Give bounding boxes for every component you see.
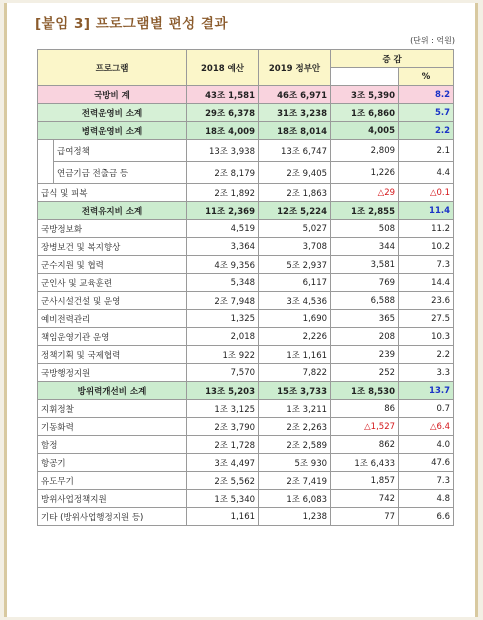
row-name: 책임운영기관 운영 — [38, 328, 187, 346]
cell-change: △1,527 — [331, 418, 399, 436]
row-name: 국방정보화 — [38, 220, 187, 238]
cell-pct: 7.3 — [399, 472, 454, 490]
cell-pct: 10.2 — [399, 238, 454, 256]
cell-2018: 13조 3,938 — [187, 140, 259, 162]
cell-2018: 18조 4,009 — [187, 122, 259, 140]
row-name: 유도무기 — [38, 472, 187, 490]
row-name: 함정 — [38, 436, 187, 454]
cell-pct: 0.7 — [399, 400, 454, 418]
cell-change: 508 — [331, 220, 399, 238]
cell-change: 1,226 — [331, 162, 399, 184]
table-row — [38, 346, 454, 364]
cell-2018: 11조 2,369 — [187, 202, 259, 220]
cell-change: 1조 6,860 — [331, 104, 399, 122]
cell-2019: 18조 8,014 — [259, 122, 331, 140]
cell-pct: 11.2 — [399, 220, 454, 238]
table-row — [38, 310, 454, 328]
header-2018-budget: 2018 예산 — [187, 50, 259, 86]
cell-2019: 5,027 — [259, 220, 331, 238]
row-name: 기타 (방위사업행정지원 등) — [38, 508, 187, 526]
table-row — [38, 220, 454, 238]
table-row-subtotal — [38, 382, 454, 400]
cell-pct: 4.0 — [399, 436, 454, 454]
document-page — [4, 3, 478, 617]
cell-pct: 6.6 — [399, 508, 454, 526]
header-pct: % — [399, 68, 454, 86]
cell-2019: 1조 6,083 — [259, 490, 331, 508]
cell-2018: 3,364 — [187, 238, 259, 256]
cell-2019: 2조 2,589 — [259, 436, 331, 454]
table-row-total — [38, 86, 454, 104]
table-row-subtotal — [38, 202, 454, 220]
cell-2019: 31조 3,238 — [259, 104, 331, 122]
cell-2019: 2조 9,405 — [259, 162, 331, 184]
cell-pct: 8.2 — [399, 86, 454, 104]
row-name: 항공기 — [38, 454, 187, 472]
cell-2018: 2조 3,790 — [187, 418, 259, 436]
row-name: 국방행정지원 — [38, 364, 187, 382]
cell-2019: 13조 6,747 — [259, 140, 331, 162]
cell-2018: 2조 5,562 — [187, 472, 259, 490]
row-name: 기동화력 — [38, 418, 187, 436]
cell-2019: 5조 930 — [259, 454, 331, 472]
table-row — [38, 472, 454, 490]
cell-change: 365 — [331, 310, 399, 328]
cell-change: 742 — [331, 490, 399, 508]
cell-2019: 1,238 — [259, 508, 331, 526]
cell-change: △29 — [331, 184, 399, 202]
cell-pct: 4.4 — [399, 162, 454, 184]
cell-2019: 1조 1,161 — [259, 346, 331, 364]
row-name: 전력유지비 소계 — [38, 202, 187, 220]
cell-2018: 2조 8,179 — [187, 162, 259, 184]
cell-2018: 2조 1,892 — [187, 184, 259, 202]
group-label-personnel — [38, 140, 54, 184]
cell-2019: 3조 4,536 — [259, 292, 331, 310]
cell-2018: 2,018 — [187, 328, 259, 346]
row-name: 방위사업정책지원 — [38, 490, 187, 508]
budget-table — [37, 49, 454, 526]
table-row-subtotal — [38, 122, 454, 140]
cell-2019: 2조 1,863 — [259, 184, 331, 202]
cell-2018: 4,519 — [187, 220, 259, 238]
cell-2019: 3,708 — [259, 238, 331, 256]
row-name: 군수지원 및 협력 — [38, 256, 187, 274]
cell-2019: 2조 7,419 — [259, 472, 331, 490]
table-row — [38, 328, 454, 346]
row-name: 연금기금 전출금 등 — [54, 162, 187, 184]
header-program: 프로그램 — [38, 50, 187, 86]
cell-change: 2,809 — [331, 140, 399, 162]
cell-2018: 1조 3,125 — [187, 400, 259, 418]
cell-change: 3,581 — [331, 256, 399, 274]
header-change-amount — [331, 68, 399, 86]
cell-change: 344 — [331, 238, 399, 256]
cell-change: 1조 2,855 — [331, 202, 399, 220]
cell-pct: 13.7 — [399, 382, 454, 400]
cell-2018: 5,348 — [187, 274, 259, 292]
cell-2019: 12조 5,224 — [259, 202, 331, 220]
cell-change: 239 — [331, 346, 399, 364]
table-row-subtotal — [38, 104, 454, 122]
cell-2018: 43조 1,581 — [187, 86, 259, 104]
table-row — [38, 454, 454, 472]
row-name: 예비전력관리 — [38, 310, 187, 328]
row-name: 군사시설건설 및 운영 — [38, 292, 187, 310]
table-row — [38, 292, 454, 310]
cell-2019: 5조 2,937 — [259, 256, 331, 274]
cell-2018: 3조 4,497 — [187, 454, 259, 472]
table-row — [38, 256, 454, 274]
cell-2018: 1,325 — [187, 310, 259, 328]
cell-pct: △6.4 — [399, 418, 454, 436]
cell-change: 77 — [331, 508, 399, 526]
row-name: 장병보건 및 복지향상 — [38, 238, 187, 256]
cell-2019: 15조 3,733 — [259, 382, 331, 400]
header-change: 증 감 — [331, 50, 454, 68]
cell-2018: 1조 5,340 — [187, 490, 259, 508]
table-row — [38, 490, 454, 508]
cell-2018: 1조 922 — [187, 346, 259, 364]
cell-2019: 46조 6,971 — [259, 86, 331, 104]
cell-change: 1조 8,530 — [331, 382, 399, 400]
cell-change: 4,005 — [331, 122, 399, 140]
cell-pct: 5.7 — [399, 104, 454, 122]
cell-2019: 1,690 — [259, 310, 331, 328]
cell-pct: 47.6 — [399, 454, 454, 472]
cell-2019: 7,822 — [259, 364, 331, 382]
header-2019-gov: 2019 정부안 — [259, 50, 331, 86]
row-name: 지휘정찰 — [38, 400, 187, 418]
table-row — [38, 274, 454, 292]
table-row — [38, 436, 454, 454]
cell-change: 769 — [331, 274, 399, 292]
row-name: 방위력개선비 소계 — [38, 382, 187, 400]
cell-pct: 2.2 — [399, 346, 454, 364]
cell-pct: 23.6 — [399, 292, 454, 310]
cell-change: 86 — [331, 400, 399, 418]
cell-2018: 2조 1,728 — [187, 436, 259, 454]
cell-2018: 7,570 — [187, 364, 259, 382]
cell-2018: 13조 5,203 — [187, 382, 259, 400]
table-row — [38, 364, 454, 382]
row-name: 군인사 및 교육훈련 — [38, 274, 187, 292]
row-name: 전력운영비 소계 — [38, 104, 187, 122]
cell-2019: 2조 2,263 — [259, 418, 331, 436]
table-row — [38, 162, 454, 184]
unit-label: (단위 : 억원) — [410, 36, 455, 45]
cell-change: 208 — [331, 328, 399, 346]
cell-2019: 1조 3,211 — [259, 400, 331, 418]
row-name: 병력운영비 소계 — [38, 122, 187, 140]
cell-pct: 2.1 — [399, 140, 454, 162]
cell-2018: 29조 6,378 — [187, 104, 259, 122]
table-header-row — [38, 50, 454, 68]
cell-change: 3조 5,390 — [331, 86, 399, 104]
cell-pct: △0.1 — [399, 184, 454, 202]
cell-change: 1,857 — [331, 472, 399, 490]
table-row — [38, 418, 454, 436]
cell-2019: 2,226 — [259, 328, 331, 346]
cell-pct: 27.5 — [399, 310, 454, 328]
document-title: [붙임 3] 프로그램별 편성 결과 — [35, 16, 228, 32]
cell-2018: 2조 7,948 — [187, 292, 259, 310]
cell-change: 1조 6,433 — [331, 454, 399, 472]
cell-2019: 6,117 — [259, 274, 331, 292]
table-row — [38, 238, 454, 256]
cell-change: 252 — [331, 364, 399, 382]
cell-pct: 4.8 — [399, 490, 454, 508]
table-row — [38, 508, 454, 526]
cell-change: 6,588 — [331, 292, 399, 310]
row-name: 급식 및 피복 — [38, 184, 187, 202]
cell-pct: 11.4 — [399, 202, 454, 220]
row-name: 정책기획 및 국제협력 — [38, 346, 187, 364]
table-row — [38, 400, 454, 418]
cell-pct: 14.4 — [399, 274, 454, 292]
table-row — [38, 140, 454, 162]
table-row — [38, 184, 454, 202]
cell-pct: 7.3 — [399, 256, 454, 274]
row-name: 급여정책 — [54, 140, 187, 162]
row-name: 국방비 계 — [38, 86, 187, 104]
cell-2018: 4조 9,356 — [187, 256, 259, 274]
cell-change: 862 — [331, 436, 399, 454]
cell-pct: 10.3 — [399, 328, 454, 346]
cell-pct: 3.3 — [399, 364, 454, 382]
cell-pct: 2.2 — [399, 122, 454, 140]
cell-2018: 1,161 — [187, 508, 259, 526]
